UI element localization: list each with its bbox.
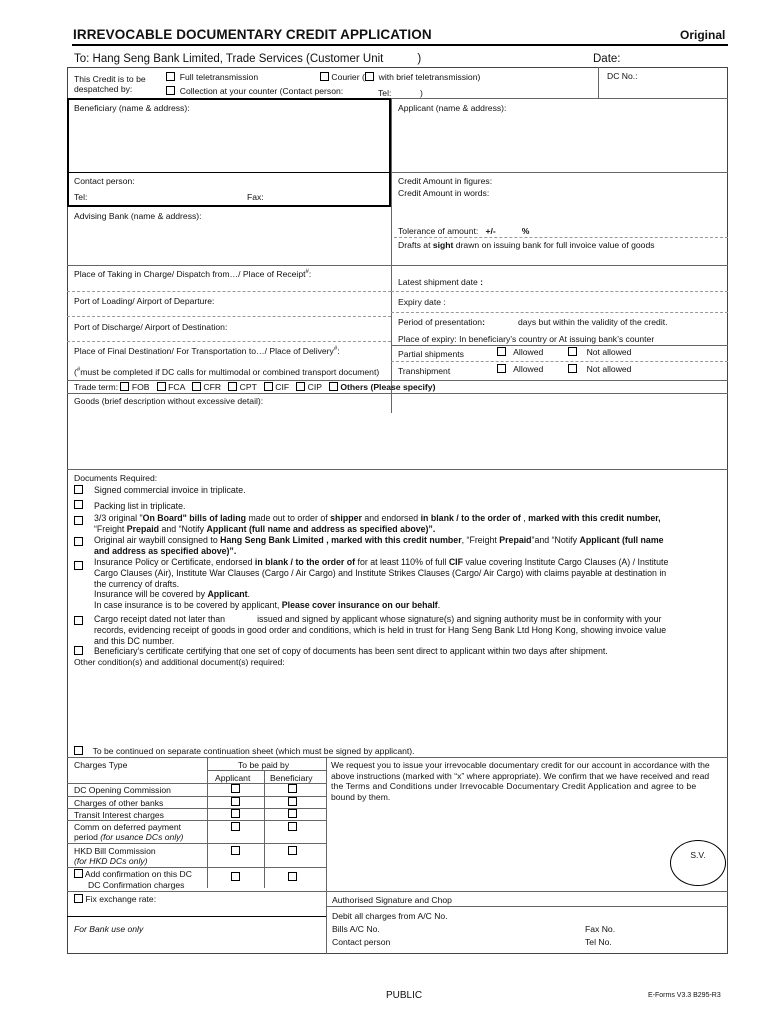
courier-checkbox[interactable] [320,72,329,81]
amount-words-label: Credit Amount in words: [398,188,490,198]
cfr-checkbox[interactable] [192,382,201,391]
fx-checkbox[interactable] [74,894,83,903]
doc-bl-text: 3/3 original "On Board" bills of lading made out to order of shipper and endorsed in blank / to the order of , marked with this credit number, “Freight Prepaid and “Notify Applicant (full name and address as specified above)”. [94,513,661,534]
addressee: To: Hang Seng Bank Limited, Trade Services (Customer Unit ) [74,53,422,65]
doc-invoice-text: Signed commercial invoice in triplicate. [94,485,246,495]
documents-label: Documents Required: [74,473,158,483]
bills-account-label: Bills A/C No. [332,924,380,934]
form-title: IRREVOCABLE DOCUMENTARY CREDIT APPLICATION [73,27,432,42]
tolerance-label: Tolerance of amount: +/- % [398,226,530,236]
deferred-applicant-checkbox[interactable] [231,822,240,831]
charge-row-transit: Transit Interest charges [74,810,164,820]
deferred-beneficiary-checkbox[interactable] [288,822,297,831]
doc-cargo-receipt-text: Cargo receipt dated not later than issued and signed by applicant whose signature(s) and signing authority must be in conformity with your records, evidencing receipt of goods in good order and conditions, which is held in trust for Hang Seng Bank Ltd Hong Kong, showing invoice value and this DC number. [94,614,667,646]
tranship-allowed-option[interactable]: Allowed [497,364,543,374]
continuation-option[interactable]: To be continued on separate continuation sheet (which must be signed by applicant). [74,746,415,756]
partial-not-allowed-option[interactable]: Not allowed [568,347,631,357]
port-loading-label: Port of Loading/ Airport of Departure: [74,296,215,306]
dispatch-label-2: despatched by: [74,84,133,94]
charge-row-confirmation: DC Confirmation charges [88,880,185,890]
port-discharge-label: Port of Discharge/ Airport of Destination: [74,322,228,332]
doc-awb-checkbox[interactable] [74,537,83,546]
doc-insurance-checkbox[interactable] [74,561,83,570]
beneficiary-box[interactable] [67,98,391,207]
transit-beneficiary-checkbox[interactable] [288,809,297,818]
doc-invoice-checkbox[interactable] [74,485,83,494]
confirmation-checkbox[interactable] [74,869,83,878]
applicant-label: Applicant (name & address): [398,103,507,113]
latest-shipment-label: Latest shipment date : [398,277,484,287]
fca-checkbox[interactable] [157,382,166,391]
cip-checkbox[interactable] [296,382,305,391]
other-conditions-label: Other condition(s) and additional document(s) required: [74,657,285,667]
title-rule [72,44,728,46]
charge-row-hkd-note: (for HKD DCs only) [74,856,148,866]
date-label: Date: [593,53,621,65]
hkd-beneficiary-checkbox[interactable] [288,846,297,855]
doc-bene-cert-text: Beneficiary’s certificate certifying that one set of copy of documents has been sent direct to applicant within two days after shipment. [94,646,608,656]
presentation-days-text: days but within the validity of the credit. [518,317,668,327]
beneficiary-label: Beneficiary (name & address): [74,103,190,113]
expiry-date-label: Expiry date : [398,297,446,307]
dc-no-label: DC No.: [607,71,638,81]
doc-packing-text: Packing list in triplicate. [94,501,186,511]
charge-row-deferred-note: period (for usance DCs only) [74,832,184,842]
drafts-text: Drafts at sight drawn on issuing bank for full invoice value of goods [398,240,655,250]
partial-not-allowed-checkbox[interactable] [568,347,577,356]
other-banks-beneficiary-checkbox[interactable] [288,797,297,806]
confirmation-beneficiary-checkbox[interactable] [288,872,297,881]
partial-shipments-label: Partial shipments [398,349,464,359]
form-number: E-Forms V3.3 B295-R3 [648,992,721,999]
continuation-checkbox[interactable] [74,746,83,755]
transhipment-label: Transhipment [398,366,451,376]
goods-label: Goods (brief description without excessive detail): [74,396,264,406]
contact-person-footer-label: Contact person [332,937,391,947]
bank-use-label: For Bank use only [74,924,144,934]
goods-field[interactable] [70,407,725,467]
doc-insurance-text: Insurance Policy or Certificate, endorsed in blank / to the order of for at least 110% of full CIF value covering Institute Cargo Clauses (A) / Institute Cargo Clauses (Air), Institute War Clauses (Cargo / Air Cargo) and Institute Strikes Clauses (Cargo/ Air Cargo) with claims payable at destination in the currency of drafts. Insurance will be covered by Applicant. In case insurance is to be covered by applicant, Please cover insurance on our behalf. [94,557,669,611]
classification-label: PUBLIC [386,990,423,1001]
fob-checkbox[interactable] [120,382,129,391]
full-tele-checkbox[interactable] [166,72,175,81]
beneficiary-col-label: Beneficiary [270,773,313,783]
hkd-applicant-checkbox[interactable] [231,846,240,855]
debit-account-label: Debit all charges from A/C No. [332,911,448,921]
charge-row-dc-opening: DC Opening Commission [74,785,171,795]
taking-charge-label: Place of Taking in Charge/ Dispatch from…/ Place of Receipt#: [74,269,312,279]
beneficiary-tel-label: Tel: [74,192,88,202]
transport-note: (#must be completed if DC calls for multimodal or combined transport document) [74,367,380,377]
brief-tele-checkbox[interactable] [365,72,374,81]
dispatch-label-1: This Credit is to be [74,74,146,84]
collection-option[interactable]: Collection at your counter (Contact person: [166,86,343,96]
request-text: We request you to issue your irrevocable documentary credit for our account in accordance with the above instructions (marked with “x” where appropriate). We confirm that we have received and read the Terms and Conditions under Irrevocable Documentary Credit Application and agree to be bound by them. [331,760,710,802]
sv-stamp: S.V. [670,840,726,886]
doc-invoice-checkbox-wrap[interactable] [74,485,83,495]
courier-option[interactable]: Courier ( with brief teletransmission) [320,72,480,82]
charges-type-label: Charges Type [74,760,128,770]
other-conditions-field[interactable] [70,668,725,743]
fax-no-label: Fax No. [585,924,616,934]
copy-label: Original [680,28,726,42]
tel-no-label: Tel No. [585,937,612,947]
tranship-allowed-checkbox[interactable] [497,364,506,373]
transit-applicant-checkbox[interactable] [231,809,240,818]
charge-row-other-banks: Charges of other banks [74,798,164,808]
collection-tel-label: Tel: [378,88,392,98]
partial-allowed-option[interactable]: Allowed [497,347,543,357]
confirmation-applicant-checkbox[interactable] [231,872,240,881]
full-tele-option[interactable]: Full teletransmission [166,72,258,82]
doc-bl-checkbox[interactable] [74,516,83,525]
partial-allowed-checkbox[interactable] [497,347,506,356]
charge-row-deferred: Comm on deferred payment [74,822,181,832]
doc-cargo-receipt-checkbox[interactable] [74,616,83,625]
amount-figures-label: Credit Amount in figures: [398,176,493,186]
advising-bank-label: Advising Bank (name & address): [74,211,202,221]
final-destination-label: Place of Final Destination/ For Transportation to…/ Place of Delivery#: [74,346,340,356]
date-field[interactable] [620,53,725,67]
others-checkbox[interactable] [329,382,338,391]
doc-packing-checkbox[interactable] [74,500,83,509]
paid-by-label: To be paid by [238,760,290,770]
tranship-not-allowed-checkbox[interactable] [568,364,577,373]
applicant-col-label: Applicant [215,773,251,783]
dc-opening-beneficiary-checkbox[interactable] [288,784,297,793]
collection-checkbox[interactable] [166,86,175,95]
confirmation-option[interactable]: Add confirmation on this DC [74,869,192,879]
presentation-label: Period of presentation: [398,317,485,327]
tranship-not-allowed-option[interactable]: Not allowed [568,364,631,374]
cpt-checkbox[interactable] [228,382,237,391]
doc-awb-text: Original air waybill consigned to Hang Seng Bank Limited , marked with this credit number, “Freight Prepaid”and “Notify Applicant (full name and address as specified above)”. [94,535,664,556]
doc-bene-cert-checkbox[interactable] [74,646,83,655]
contact-person-label: Contact person: [74,176,135,186]
trade-term-row: Trade term: FOB FCA CFR CPT CIF CIP Others (Please specify) [74,382,436,392]
signature-label: Authorised Signature and Chop [332,895,452,905]
beneficiary-fax-label: Fax: [247,192,264,202]
fx-option[interactable]: Fix exchange rate: [74,894,156,904]
cif-checkbox[interactable] [264,382,273,391]
place-expiry-text: Place of expiry: In beneficiary’s country or At issuing bank’s counter [398,334,655,344]
other-banks-applicant-checkbox[interactable] [231,797,240,806]
charge-row-hkd: HKD Bill Commission [74,846,156,856]
collection-tel-close: ) [420,88,423,98]
dc-opening-applicant-checkbox[interactable] [231,784,240,793]
